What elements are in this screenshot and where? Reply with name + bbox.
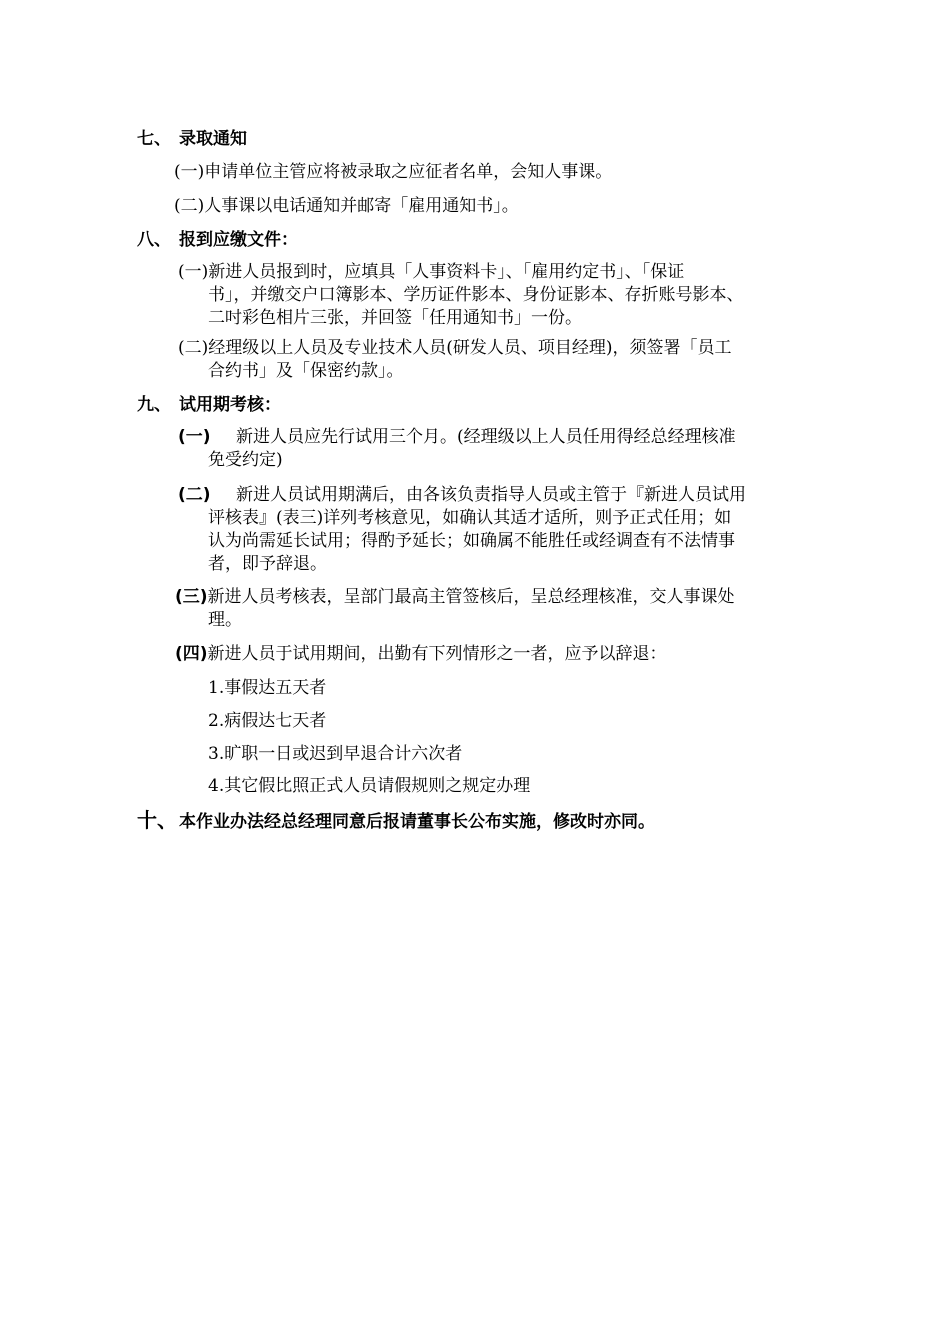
item-text-continued: 书」，并缴交户口簿影本、学历证件影本、身份证影本、存折账号影本、 bbox=[208, 285, 744, 305]
sub-list-item: 3.旷职一日或迟到早退合计六次者 bbox=[208, 744, 463, 764]
item-marker: (二) bbox=[174, 196, 205, 216]
section-number: 九、 bbox=[137, 395, 171, 415]
section-number: 十、 bbox=[137, 808, 177, 832]
item-text: 申请单位主管应将被录取之应征者名单，会知人事课。 bbox=[204, 162, 613, 182]
section-number: 八、 bbox=[137, 230, 171, 250]
section-number: 七、 bbox=[137, 129, 171, 149]
item-marker: (一) bbox=[178, 262, 209, 282]
section-7-heading bbox=[137, 127, 817, 151]
item-marker: (二) bbox=[178, 485, 211, 505]
list-item bbox=[178, 484, 818, 576]
list-item bbox=[178, 426, 818, 472]
list-item bbox=[175, 643, 815, 666]
item-marker: (二) bbox=[178, 338, 209, 358]
item-text: 经理级以上人员及专业技术人员(研发人员、项目经理)，须签署「员工 bbox=[208, 338, 732, 358]
sub-list-item: 1.事假达五天者 bbox=[208, 678, 327, 698]
section-8-heading bbox=[137, 228, 817, 252]
sub-list-item: 4.其它假比照正式人员请假规则之规定办理 bbox=[208, 776, 531, 796]
section-9-heading bbox=[137, 393, 817, 417]
item-text: 新进人员考核表，呈部门最高主管签核后，呈总经理核准，交人事课处 bbox=[207, 587, 735, 607]
item-text-continued: 认为尚需延长试用；得酌予延长；如确属不能胜任或经调查有不法情事 bbox=[208, 531, 735, 551]
item-marker: (四) bbox=[175, 644, 208, 664]
item-text: 人事课以电话通知并邮寄「雇用通知书」。 bbox=[204, 196, 519, 216]
sub-list-item: 2.病假达七天者 bbox=[208, 711, 327, 731]
item-text: 新进人员试用期满后，由各该负责指导人员或主管于『新进人员试用 bbox=[236, 485, 746, 505]
section-title: 本作业办法经总经理同意后报请董事长公布实施，修改时亦同。 bbox=[179, 812, 655, 832]
item-text-continued: 理。 bbox=[208, 610, 242, 630]
item-text: 新进人员于试用期间，出勤有下列情形之一者，应予以辞退： bbox=[207, 644, 667, 664]
list-item bbox=[178, 337, 818, 383]
section-10-heading bbox=[137, 808, 817, 834]
item-text-continued: 合约书」及「保密约款」。 bbox=[208, 361, 404, 381]
section-title: 报到应缴文件： bbox=[179, 230, 298, 250]
item-text-continued: 评核表』(表三)详列考核意见，如确认其适才适所，则予正式任用；如 bbox=[208, 508, 732, 528]
item-marker: (一) bbox=[174, 162, 205, 182]
section-title: 试用期考核： bbox=[179, 395, 281, 415]
item-text: 新进人员报到时，应填具「人事资料卡」、「雇用约定书」、「保证 bbox=[208, 262, 685, 282]
item-marker: (三) bbox=[175, 587, 208, 607]
list-item bbox=[174, 195, 814, 218]
section-title: 录取通知 bbox=[179, 129, 247, 149]
item-text-continued: 免受约定) bbox=[208, 450, 283, 470]
list-item bbox=[174, 161, 814, 184]
item-text-continued: 者，即予辞退。 bbox=[208, 554, 327, 574]
list-item bbox=[178, 261, 818, 330]
item-marker: (一) bbox=[178, 427, 211, 447]
list-item bbox=[175, 586, 815, 632]
item-text: 新进人员应先行试用三个月。(经理级以上人员任用得经总经理核准 bbox=[236, 427, 736, 447]
item-text-continued: 二吋彩色相片三张，并回签「任用通知书」一份。 bbox=[208, 308, 582, 328]
